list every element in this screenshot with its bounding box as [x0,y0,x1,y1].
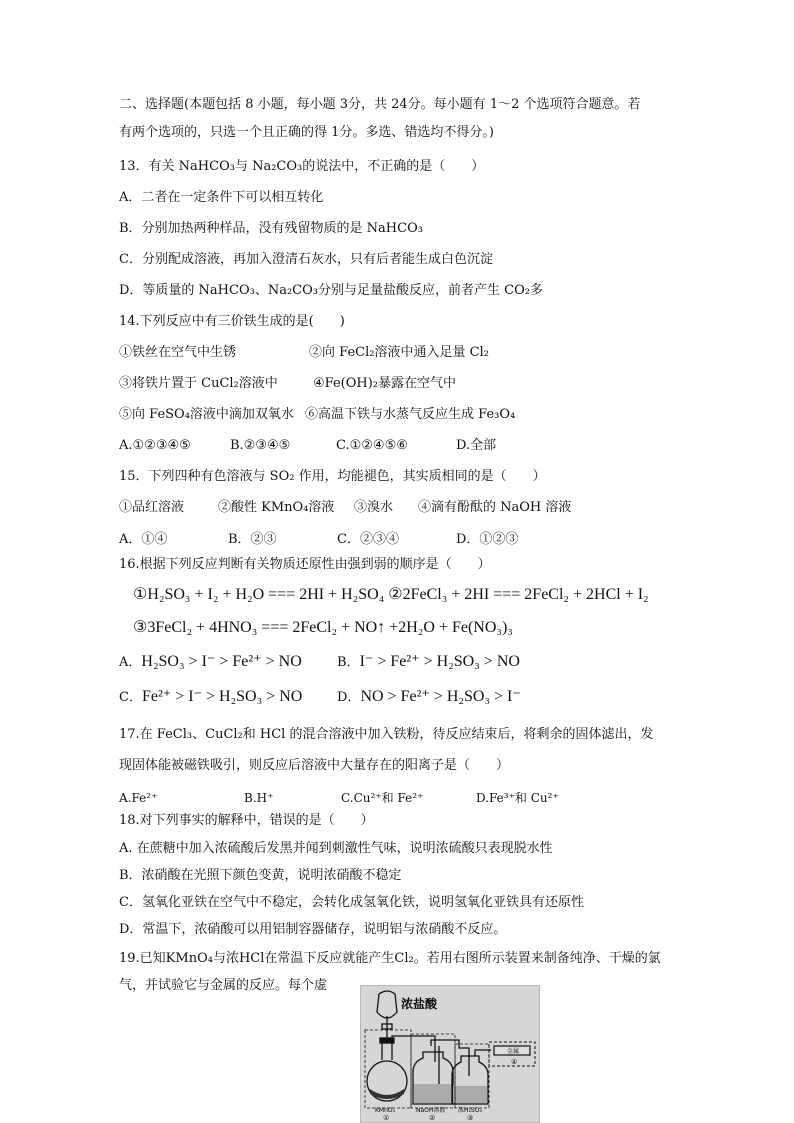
q15-item-4: ④滴有酚酞的 NaOH 溶液 [418,500,572,515]
label-metal: 金属 [507,1048,520,1055]
q16-option-d-text: NO > Fe²⁺ > H₂SO₃ > I⁻ [360,688,521,705]
label-h2so4: 浓H₂SO₄ [458,1107,482,1114]
q14-item-1: ①铁丝在空气中生锈 [119,345,237,360]
q14-item-4: ④Fe(OH)₂暴露在空气中 [313,376,457,391]
q14-item-2: ②向 FeCl₂溶液中通入足量 Cl₂ [309,345,489,360]
naoh-liquid [414,1084,452,1103]
q18-option-d: D．常温下，浓硝酸可以用铝制容器储存，说明铝与浓硝酸不反应。 [119,922,507,937]
q15-stem: 15．下列四种有色溶液与 SO₂ 作用，均能褪色，其实质相同的是（ ） [119,469,546,484]
apparatus-diagram [361,986,539,1122]
q15-option-d: D．①②③ [456,532,519,547]
q15-item-3: ③溴水 [354,500,394,515]
number-1: ① [383,1114,390,1122]
q13-option-b: B．分别加热两种样品，没有残留物质的是 NaHCO₃ [119,221,423,236]
q18-option-c: C．氢氧化亚铁在空气中不稳定，会转化成氢氧化铁，说明氢氧化亚铁具有还原性 [119,895,584,910]
q17-option-c: C.Cu²⁺和 Fe²⁺ [341,791,424,805]
q17-stem-line-1: 17.在 FeCl₃、CuCl₂和 HCl 的混合溶液中加入铁粉，待反应结束后，将剩余的固体滤出，发 [119,727,654,742]
tube-1-2 [392,1036,435,1062]
section-title-line-2: 有两个选项的，只选一个且正确的得 1分。多选、错选均不得分。) [119,125,494,140]
number-3: ③ [467,1114,474,1122]
q14-item-3: ③将铁片置于 CuCl₂溶液中 [119,376,278,391]
number-2: ② [429,1114,436,1122]
q15-option-b: B．②③ [228,532,277,547]
q16-option-a [119,651,302,674]
q17-option-d: D.Fe³⁺和 Cu²⁺ [476,791,559,805]
tube-2-3 [431,1040,469,1076]
q19-stem-line-2: 气，并试验它与金属的反应。每个虚 [119,978,328,993]
label-naoh: NaOH溶液 [416,1107,446,1114]
apparatus-figure [360,985,540,1123]
q16-option-a-text: H₂SO₃ > I⁻ > Fe²⁺ > NO [141,653,302,670]
q16-option-b-label: B． [337,655,360,670]
q15-option-a: A．①④ [119,532,168,547]
q15-item-2: ②酸性 KMnO₄溶液 [218,500,335,515]
q14-option-a: A.①②③④⑤ [119,438,191,453]
q18-stem: 18.对下列事实的解释中，错误的是（ ） [119,813,374,828]
section-title-line-1: 二、选择题(本题包括 8 小题，每小题 3分，共 24分。每小题有 1～2 个选项符合题意。若 [119,97,641,112]
q16-equation-3: ③3FeCl₂ + 4HNO₃ === 2FeCl₂ + NO↑ +2H₂O + Fe(NO₃)₃ [133,619,513,636]
q13-option-c: C．分别配成溶液，再加入澄清石灰水，只有后者能生成白色沉淀 [119,252,493,267]
q13-option-d: D．等质量的 NaHCO₃、Na₂CO₃分别与足量盐酸反应，前者产生 CO₂多 [119,283,543,298]
q19-stem-line-1: 19.已知KMnO₄与浓HCl在常温下反应就能产生Cl₂。若用右图所示装置来制备纯净、干燥的氯 [119,951,661,966]
q16-option-d [337,686,521,709]
separatory-funnel [377,991,397,1038]
q15-option-c: C．②③④ [337,532,399,547]
h2so4-liquid [453,1086,487,1103]
q16-equations-1-2: ①H₂SO₃ + I₂ + H₂O === 2HI + H₂SO₄ ②2FeCl₃ + 2HI === 2FeCl₂ + 2HCl + I₂ [133,586,649,603]
q14-item-6: ⑥高温下铁与水蒸气反应生成 Fe₃O₄ [305,407,516,422]
q18-option-b: B．浓硝酸在光照下颜色变黄，说明浓硝酸不稳定 [119,868,402,883]
q15-item-1: ①品红溶液 [119,500,185,515]
q14-item-5: ⑤向 FeSO₄溶液中滴加双氧水 [119,407,294,422]
q14-option-c: C.①②④⑤⑥ [336,438,408,453]
q16-option-c-text: Fe²⁺ > I⁻ > H₂SO₃ > NO [141,688,303,705]
q13-option-a: A．二者在一定条件下可以相互转化 [119,190,324,205]
q16-option-a-label: A． [119,655,142,670]
q13-stem: 13．有关 NaHCO₃与 Na₂CO₃的说法中，不正确的是（ ） [119,159,485,174]
q14-stem: 14.下列反应中有三价铁生成的是( ) [119,314,345,329]
label-kmno4: KMnO₄ [375,1107,396,1114]
q16-option-b [337,651,520,674]
q16-option-b-text: I⁻ > Fe²⁺ > H₂SO₃ > NO [359,653,520,670]
q14-option-b: B.②③④⑤ [230,438,291,453]
q14-option-d: D.全部 [456,438,497,453]
q17-option-b: B.H⁺ [244,791,274,805]
q17-stem-line-2: 现固体能被磁铁吸引，则反应后溶液中大量存在的阳离子是（ ） [119,758,510,773]
label-conc-hcl: 浓盐酸 [401,997,438,1011]
q17-option-a: A.Fe²⁺ [119,791,158,805]
q18-option-a: A. 在蔗糖中加入浓硫酸后发黑并闻到刺激性气味，说明浓硫酸只表现脱水性 [119,841,553,856]
number-4: ④ [511,1058,518,1066]
q16-option-d-label: D． [337,690,361,705]
q16-option-c-label: C． [119,690,142,705]
q16-stem: 16.根据下列反应判断有关物质还原性由强到弱的顺序是（ ） [119,557,491,572]
q16-option-c [119,686,302,709]
